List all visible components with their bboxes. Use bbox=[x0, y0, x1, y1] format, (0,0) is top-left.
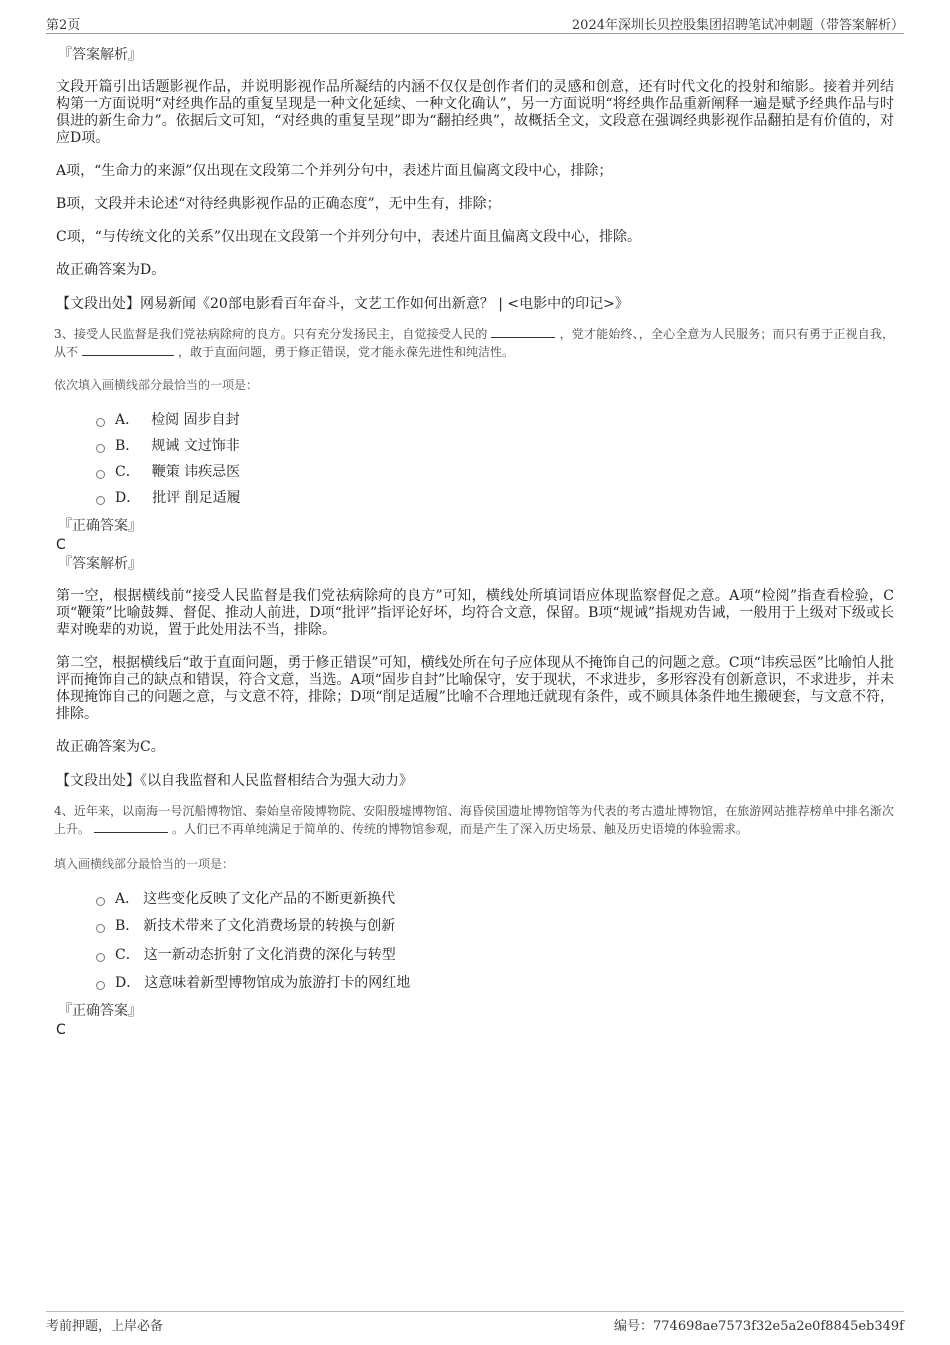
question-stem: 4、近年来，以南海一号沉船博物馆、秦始皇帝陵博物院、安阳殷墟博物馆、海昏侯国遗址博物馆等为代表的考古遗址博物馆，在旅游网站推荐榜单中排名渐次上升。 。人们已不再单纯满足于简单的、传统的博物馆参观，而是产生了深入历史场景、触及历史语境的体验需求。 bbox=[54, 804, 894, 836]
question-stem: 3、接受人民监督是我们党祛病除疴的良方。只有充分发扬民主，自觉接受人民的 ，党才能始终、，全心全意为人民服务；而只有勇于正视自我，从不 ，敢于直面问题，勇于修正错误，党才能永葆先进性和纯洁性。 bbox=[54, 327, 894, 359]
correct-answer-value: C bbox=[56, 537, 66, 553]
page-number: 第2页 bbox=[46, 18, 81, 33]
header-divider bbox=[46, 33, 904, 34]
correct-answer-label: 『正确答案』 bbox=[58, 1003, 142, 1019]
correct-answer-value: C bbox=[56, 1022, 66, 1038]
analysis-paragraph: A项，“生命力的来源”仅出现在文段第二个并列分句中，表述片面且偏离文段中心，排除； bbox=[56, 163, 613, 179]
source-citation: 【文段出处】《以自我监督和人民监督相结合为强大动力》 bbox=[56, 773, 413, 789]
analysis-paragraph: 故正确答案为D。 bbox=[56, 262, 166, 278]
radio-icon[interactable] bbox=[96, 470, 105, 479]
question-instruction: 依次填入画横线部分最恰当的一项是： bbox=[54, 378, 259, 392]
source-citation: 【文段出处】网易新闻《20部电影看百年奋斗，文艺工作如何出新意？ | <电影中的印记>》 bbox=[56, 296, 629, 312]
option-b[interactable]: B． 规诫 文过饰非 bbox=[96, 433, 894, 459]
options-list bbox=[96, 886, 894, 996]
analysis-paragraph: C项，“与传统文化的关系”仅出现在文段第一个并列分句中，表述片面且偏离文段中心，排除。 bbox=[56, 229, 642, 245]
page-content bbox=[56, 46, 894, 1040]
radio-icon[interactable] bbox=[96, 444, 105, 453]
analysis-label: 『答案解析』 bbox=[58, 47, 142, 63]
radio-icon[interactable] bbox=[96, 981, 105, 990]
option-a[interactable]: A． 检阅 固步自封 bbox=[96, 407, 894, 433]
radio-icon[interactable] bbox=[96, 496, 105, 505]
radio-icon[interactable] bbox=[96, 924, 105, 933]
option-b[interactable]: B． 新技术带来了文化消费场景的转换与创新 bbox=[96, 912, 894, 940]
analysis-paragraph: 故正确答案为C。 bbox=[56, 739, 165, 755]
radio-icon[interactable] bbox=[96, 418, 105, 427]
document-title: 2024年深圳长贝控股集团招聘笔试冲刺题（带答案解析） bbox=[571, 18, 904, 33]
radio-icon[interactable] bbox=[96, 897, 105, 906]
correct-answer-label: 『正确答案』 bbox=[58, 518, 142, 534]
option-c[interactable]: C． 鞭策 讳疾忌医 bbox=[96, 459, 894, 485]
option-d[interactable]: D． 这意味着新型博物馆成为旅游打卡的网红地 bbox=[96, 970, 894, 996]
footer-divider bbox=[46, 1311, 904, 1312]
page-header bbox=[46, 14, 904, 32]
options-list bbox=[96, 407, 894, 511]
option-a[interactable]: A． 这些变化反映了文化产品的不断更新换代 bbox=[96, 886, 894, 912]
analysis-label: 『答案解析』 bbox=[58, 556, 142, 572]
question-instruction: 填入画横线部分最恰当的一项是： bbox=[54, 857, 235, 871]
option-d[interactable]: D． 批评 削足适履 bbox=[96, 485, 894, 511]
analysis-paragraph: B项，文段并未论述“对待经典影视作品的正确态度”，无中生有，排除； bbox=[56, 196, 501, 212]
answer-blank bbox=[491, 325, 555, 338]
footer-slogan: 考前押题，上岸必备 bbox=[46, 1319, 164, 1334]
analysis-paragraph: 第二空，根据横线后“敢于直面问题，勇于修正错误”可知，横线处所在句子应体现从不掩饰自己的问题之意。C项“讳疾忌医”比喻怕人批评而掩饰自己的缺点和错误，符合文意，当选。A项“固步自封”比喻保守，安于现状，不求进步，多形容没有创新意识，不求进步，并未体现掩饰自己的问题之意，与文意不符，排除；D项“削足适履”比喻不合理地迁就现有条件，或不顾具体条件地生搬硬套，与文意不符，排除。 bbox=[56, 655, 894, 722]
analysis-paragraph: 第一空，根据横线前“接受人民监督是我们党祛病除疴的良方”可知，横线处所填词语应体现监察督促之意。A项“检阅”指查看检验，C项“鞭策”比喻鼓舞、督促、推动人前进，D项“批评”指评论好坏，均符合文意，保留。B项“规诫”指规劝告诫，一般用于上级对下级或长辈对晚辈的劝说，置于此处用法不当，排除。 bbox=[56, 588, 894, 638]
analysis-paragraph: 文段开篇引出话题影视作品，并说明影视作品所凝结的内涵不仅仅是创作者们的灵感和创意，还有时代文化的投射和缩影。接着并列结构第一方面说明“对经典作品的重复呈现是一种文化延续、一种文化确认”，另一方面说明“将经典作品重新阐释一遍是赋予经典作品与时俱进的新生命力”。依据后文可知，“对经典的重复呈现”即为“翻拍经典”，故概括全文，文段意在强调经典影视作品翻拍是有价值的，对应D项。 bbox=[56, 79, 894, 146]
option-c[interactable]: C． 这一新动态折射了文化消费的深化与转型 bbox=[96, 940, 894, 970]
document-code: 编号：774698ae7573f32e5a2e0f8845eb349f bbox=[614, 1319, 904, 1334]
radio-icon[interactable] bbox=[96, 953, 105, 962]
answer-blank bbox=[82, 343, 174, 356]
answer-blank bbox=[94, 820, 168, 833]
